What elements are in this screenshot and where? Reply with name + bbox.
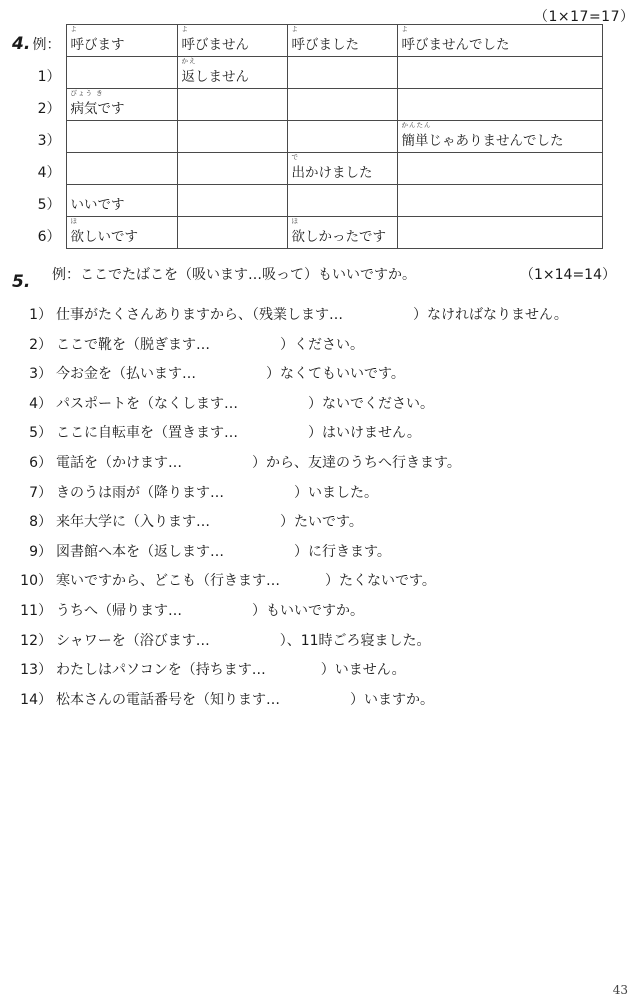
row-label-text: 例： (32, 36, 61, 53)
furigana: ほ (70, 217, 78, 225)
table-cell[interactable] (287, 57, 397, 89)
table-row (10, 57, 602, 89)
exercise-item (12, 653, 406, 679)
item-ending: ）たいです。 (280, 514, 363, 531)
furigana (14, 26, 61, 34)
table-cell[interactable] (287, 185, 397, 217)
table-cell (66, 89, 177, 121)
item-prompt: わたしはパソコンを（持ちます… (56, 662, 266, 679)
table-cell[interactable] (177, 185, 287, 217)
section4-score: （1×17=17） (534, 9, 635, 25)
furigana (14, 218, 61, 226)
row-label (10, 217, 66, 249)
row-label (10, 153, 66, 185)
furigana (14, 90, 61, 98)
furigana (14, 122, 61, 130)
item-number: 4） (29, 395, 52, 412)
furigana (182, 205, 283, 213)
item-ending: ）から、友達のうちへ行きます。 (252, 455, 461, 471)
table-cell[interactable] (287, 89, 397, 121)
furigana (182, 173, 283, 181)
item-number: 13） (20, 662, 52, 679)
item-ending: ）なければなりません。 (413, 307, 568, 323)
table-cell[interactable] (397, 185, 602, 217)
item-prompt: 今お金を（払います… (56, 366, 196, 383)
table-cell (177, 57, 287, 89)
furigana: で (291, 153, 299, 161)
exercise-item (12, 624, 431, 650)
table-cell[interactable] (397, 217, 602, 249)
cell-text: 返しません (181, 69, 249, 85)
furigana (182, 141, 283, 149)
table-row (10, 121, 602, 153)
item-prompt: 図書館へ本を（返します… (56, 543, 224, 560)
item-ending: ）もいいですか。 (252, 603, 364, 619)
item-number: 3） (29, 366, 52, 383)
table-cell[interactable] (177, 121, 287, 153)
item-number: 12） (20, 632, 52, 649)
furigana (292, 77, 393, 85)
table-cell (177, 25, 287, 57)
exercise-item (12, 357, 405, 383)
item-ending: ）ください。 (280, 336, 364, 353)
furigana (14, 58, 61, 66)
furigana (71, 185, 173, 193)
item-prompt: うちへ（帰ります… (56, 603, 182, 619)
conjugation-table (10, 24, 603, 249)
row-label-text: 5） (37, 196, 61, 213)
furigana: よ (181, 25, 189, 33)
table-cell (287, 25, 397, 57)
table-row (10, 185, 602, 217)
item-prompt: 来年大学に（入ります… (56, 514, 210, 531)
furigana (71, 173, 173, 181)
item-number: 8） (29, 514, 52, 531)
item-prompt: 仕事がたくさんありますから、（残業します… (56, 307, 343, 323)
row-label-text: 6） (37, 228, 61, 245)
item-number: 6） (29, 455, 52, 471)
table-cell (397, 121, 602, 153)
table-cell[interactable] (287, 121, 397, 153)
table-cell[interactable] (66, 153, 177, 185)
furigana (292, 141, 393, 149)
table-cell[interactable] (397, 89, 602, 121)
cell-text: 欲しかったです (291, 229, 386, 245)
table-cell (397, 25, 602, 57)
furigana (402, 173, 598, 181)
exercise-item (12, 535, 391, 561)
item-ending: ）いません。 (320, 662, 406, 679)
furigana: かんたん (401, 121, 432, 129)
furigana (71, 77, 173, 85)
table-cell (287, 217, 397, 249)
item-ending: ）はいけません。 (308, 425, 421, 442)
exercise-item (12, 446, 461, 472)
section5-number: 5. (12, 272, 31, 292)
exercise-item (12, 683, 434, 709)
item-number: 11） (20, 603, 52, 619)
furigana: かえ (181, 57, 197, 65)
item-ending: ）いました。 (294, 484, 378, 501)
item-prompt: パスポートを（なくします… (56, 395, 238, 412)
table-cell[interactable] (177, 217, 287, 249)
table-row (10, 217, 602, 249)
exercise-item (12, 387, 434, 413)
item-number: 14） (20, 691, 52, 708)
exercise-item (12, 594, 364, 620)
cell-text: いいです (70, 197, 125, 213)
page-number: 43 (612, 983, 628, 997)
item-number: 5） (29, 425, 52, 442)
exercise-item (12, 416, 421, 442)
item-prompt: ここで靴を（脱ぎます… (56, 336, 210, 353)
table-cell[interactable] (177, 89, 287, 121)
item-ending: ）いますか。 (350, 691, 434, 708)
item-prompt: ここに自転車を（置きます… (56, 425, 238, 442)
item-number: 2） (29, 336, 52, 353)
cell-text: 欲しいです (70, 229, 138, 245)
furigana (14, 154, 61, 162)
row-label-text: 3） (37, 132, 61, 149)
table-example-row (10, 25, 602, 57)
item-number: 9） (29, 543, 52, 560)
table-cell[interactable] (397, 153, 602, 185)
item-prompt: きのうは雨が（降ります… (56, 484, 224, 501)
furigana (402, 237, 598, 245)
furigana (14, 186, 61, 194)
cell-text: 簡単じゃありませんでした (401, 133, 564, 149)
item-prompt: 電話を（かけます… (56, 455, 182, 471)
row-label (10, 121, 66, 153)
furigana (292, 205, 393, 213)
cell-text: 呼びました (291, 37, 359, 53)
cell-text: 呼びます (70, 37, 125, 53)
furigana (292, 109, 393, 117)
item-number: 7） (29, 484, 52, 501)
table-cell (287, 153, 397, 185)
row-label-text: 2） (37, 100, 61, 117)
exercise-item (12, 476, 378, 502)
cell-text: 病気です (70, 101, 125, 117)
table-cell[interactable] (397, 57, 602, 89)
furigana (182, 109, 283, 117)
row-label (10, 25, 66, 57)
exercise-item (12, 505, 363, 531)
exercise-item (12, 298, 568, 324)
item-ending: ）ないでください。 (308, 395, 434, 412)
cell-text: 呼びませんでした (401, 37, 510, 53)
item-ending: ）に行きます。 (294, 543, 391, 560)
row-label-text: 4） (37, 164, 61, 181)
cell-text: 出かけました (291, 165, 373, 181)
furigana: ほ (291, 217, 299, 225)
row-label-text: 1） (37, 68, 61, 85)
item-ending: ）、11時ごろ寝ました。 (279, 632, 431, 649)
furigana: よ (70, 25, 78, 33)
cell-text: 呼びません (181, 37, 249, 53)
table-cell[interactable] (66, 121, 177, 153)
furigana: びょう き (70, 89, 104, 97)
section5-score: （1×14=14） (520, 267, 616, 283)
section4-number: 4. (12, 34, 31, 54)
furigana (402, 205, 598, 213)
furigana (71, 141, 173, 149)
furigana (182, 237, 283, 245)
exercise-item (12, 564, 436, 590)
table-cell (66, 185, 177, 217)
row-label (10, 57, 66, 89)
item-prompt: 寒いですから、どこも（行きます… (56, 573, 280, 590)
table-row (10, 153, 602, 185)
item-prompt: 松本さんの電話番号を（知ります… (56, 691, 280, 708)
table-cell (66, 25, 177, 57)
row-label (10, 89, 66, 121)
item-number: 1） (29, 307, 52, 323)
furigana (402, 109, 598, 117)
section5-example: 例：ここでたばこを（吸います…吸って）もいいですか。 (52, 267, 416, 283)
furigana (402, 77, 598, 85)
table-cell (66, 217, 177, 249)
item-number: 10） (20, 573, 52, 590)
exercise-item (12, 328, 364, 354)
item-prompt: シャワーを（浴びます… (56, 632, 210, 649)
item-ending: ）なくてもいいです。 (266, 366, 405, 383)
table-row (10, 89, 602, 121)
table-cell[interactable] (66, 57, 177, 89)
row-label (10, 185, 66, 217)
furigana: よ (401, 25, 409, 33)
furigana: よ (291, 25, 299, 33)
table-cell[interactable] (177, 153, 287, 185)
item-ending: ）たくないです。 (325, 573, 436, 590)
